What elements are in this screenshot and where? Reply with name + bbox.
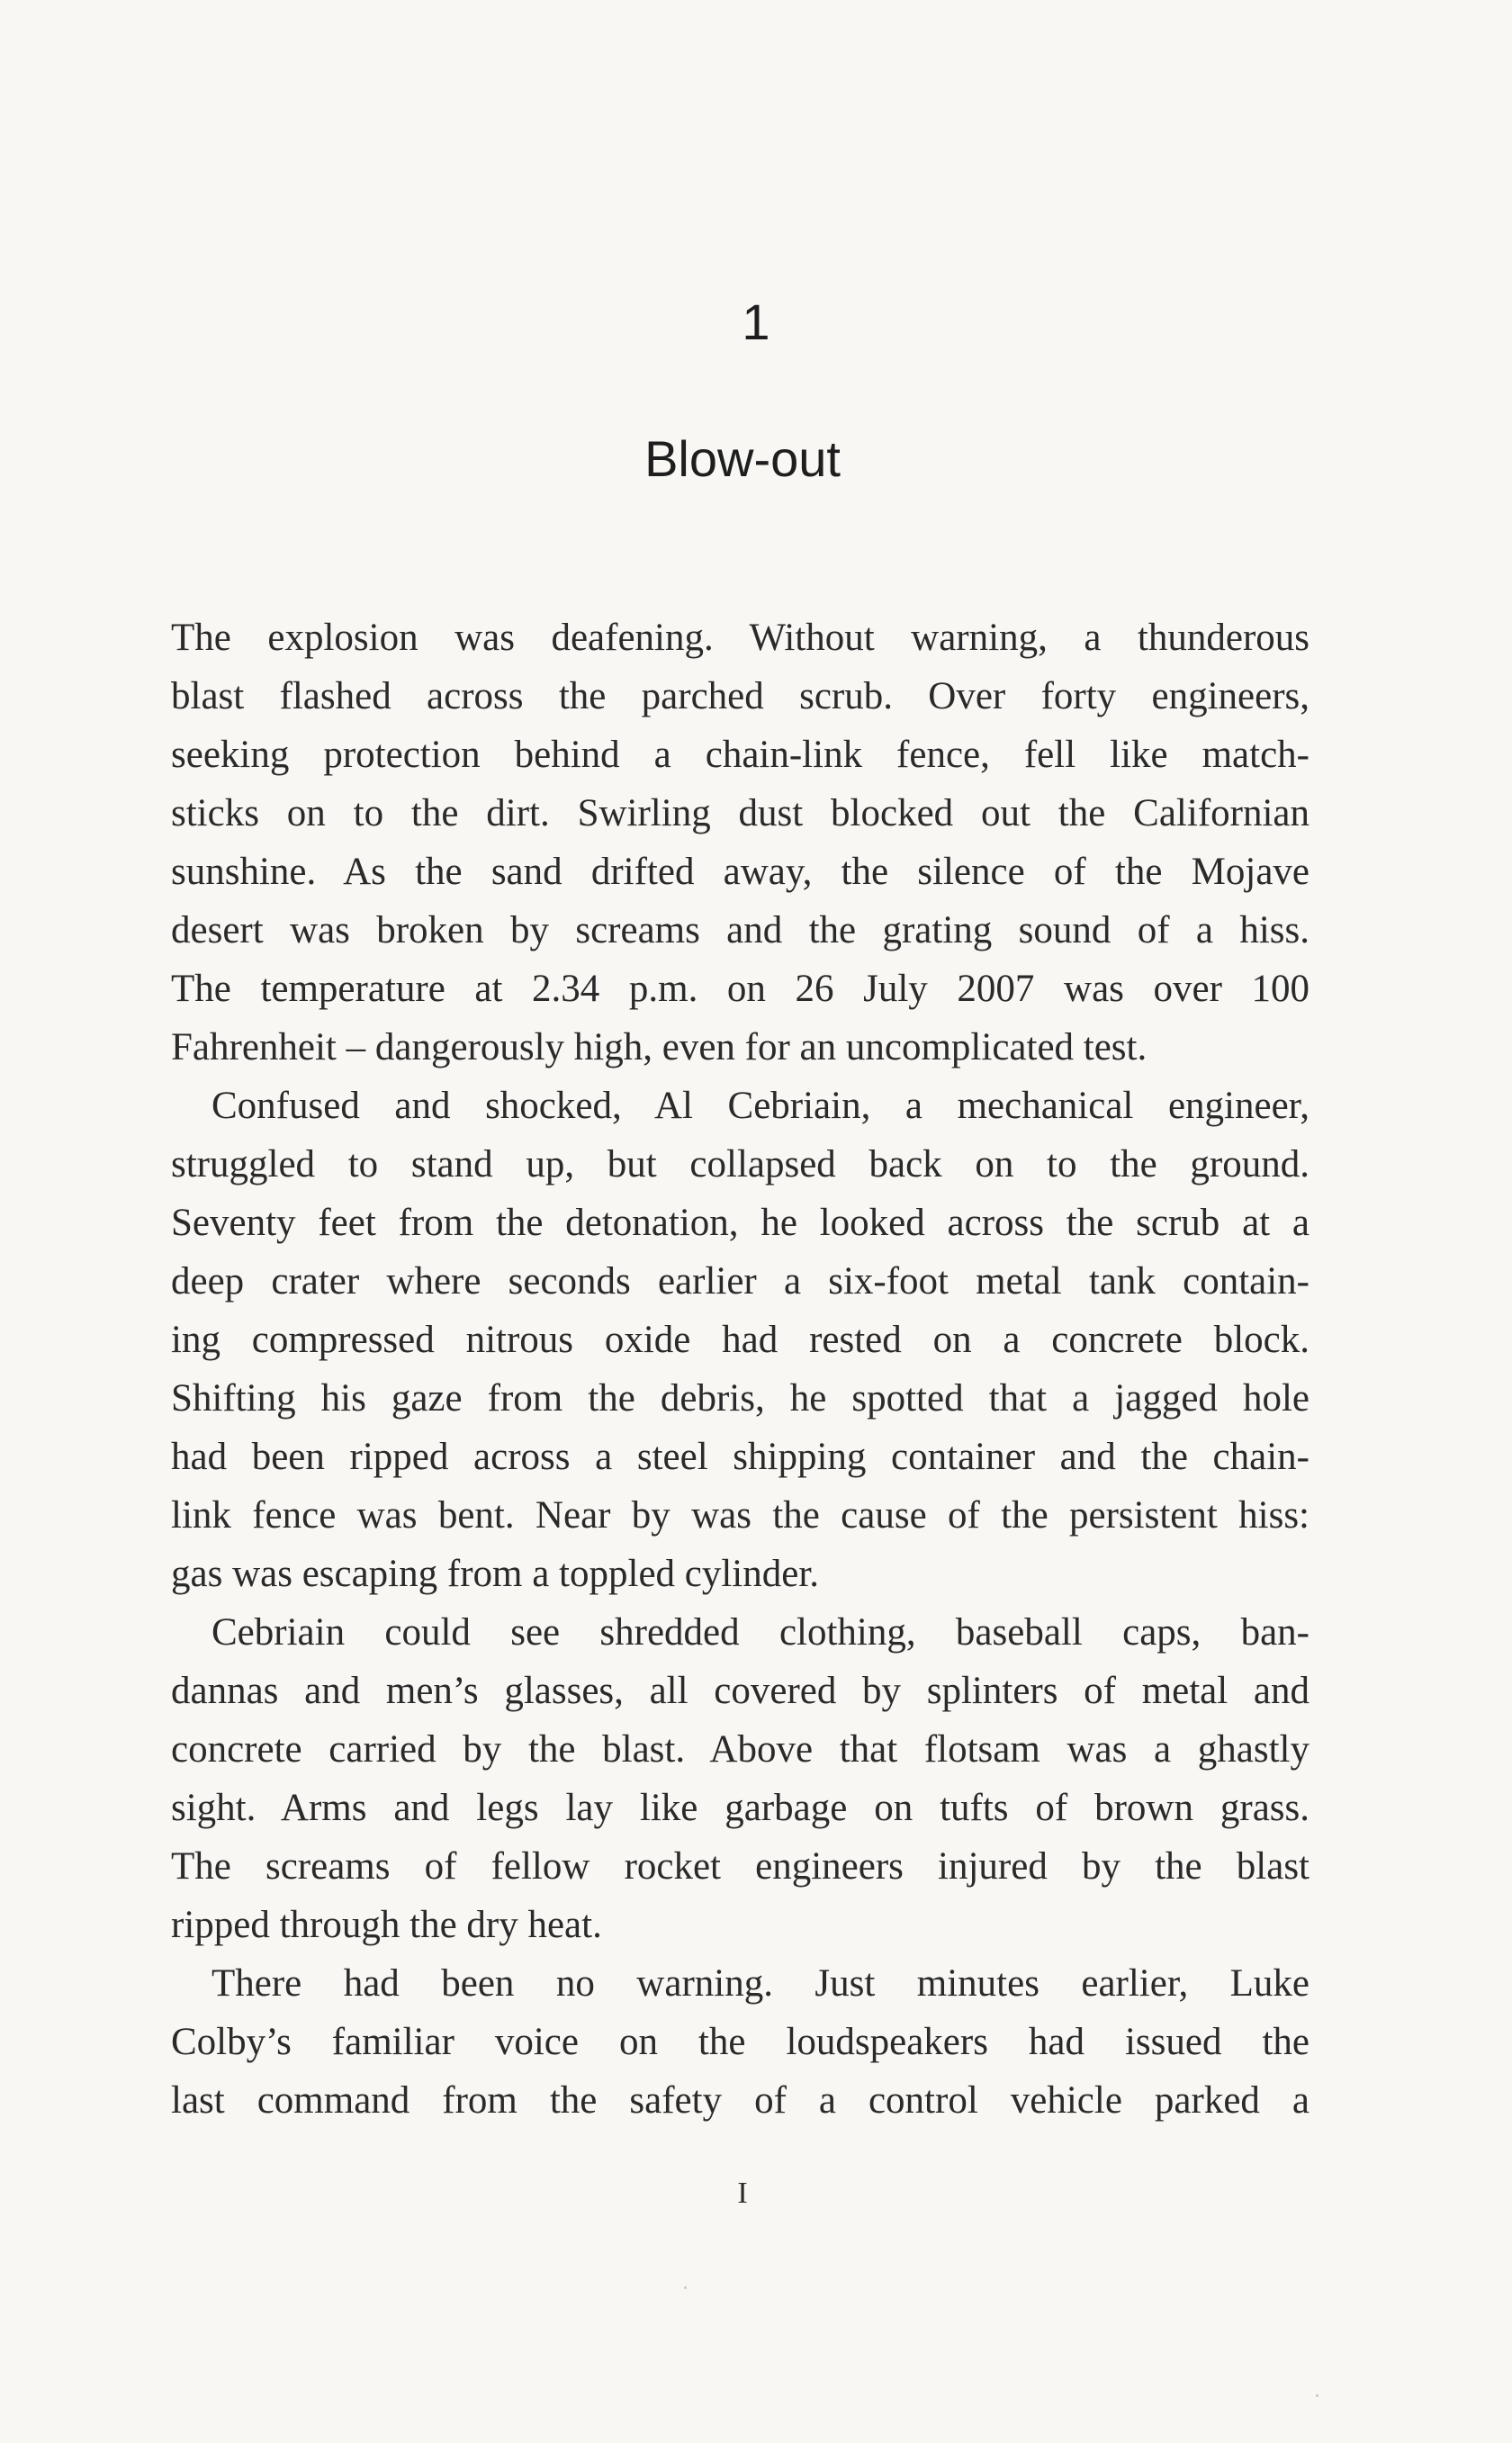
body-text xyxy=(171,608,1310,2130)
chapter-title: Blow-out xyxy=(644,430,841,487)
text-line: There had been no warning. Just minutes earlier, Luke xyxy=(212,1962,1310,2005)
text-line: concrete carried by the blast. Above that flotsam was a ghastly xyxy=(171,1728,1310,1771)
text-line: Cebriain could see shredded clothing, baseball caps, ban- xyxy=(212,1611,1310,1654)
text-line: desert was broken by screams and the grating sound of a hiss. xyxy=(171,909,1310,951)
text-line: last command from the safety of a control vehicle parked a xyxy=(171,2079,1310,2122)
text-line: gas was escaping from a toppled cylinder. xyxy=(171,1553,820,1595)
text-line: had been ripped across a steel shipping container and the chain- xyxy=(171,1436,1310,1478)
text-line: The screams of fellow rocket engineers injured by the blast xyxy=(171,1845,1310,1888)
text-line: ripped through the dry heat. xyxy=(171,1904,602,1946)
text-line: blast flashed across the parched scrub. Over forty engineers, xyxy=(171,675,1310,717)
text-line: deep crater where seconds earlier a six-foot metal tank contain- xyxy=(171,1260,1310,1303)
text-line: sunshine. As the sand drifted away, the silence of the Mojave xyxy=(171,851,1310,893)
paragraph xyxy=(171,1954,1310,2130)
chapter-number: 1 xyxy=(742,293,770,350)
text-line: Confused and shocked, Al Cebriain, a mechanical engineer, xyxy=(212,1085,1310,1127)
paragraph xyxy=(171,1077,1310,1603)
page-number: I xyxy=(737,2177,748,2210)
text-line: Colby’s familiar voice on the loudspeakers had issued the xyxy=(171,2021,1310,2063)
paper-speck xyxy=(684,2286,687,2289)
text-line: The temperature at 2.34 p.m. on 26 July 2007 was over 100 xyxy=(171,968,1310,1010)
text-line: dannas and men’s glasses, all covered by splinters of metal and xyxy=(171,1670,1310,1712)
text-line: struggled to stand up, but collapsed back on to the ground. xyxy=(171,1143,1310,1185)
text-line: link fence was bent. Near by was the cause of the persistent hiss: xyxy=(171,1494,1310,1537)
text-line: Seventy feet from the detonation, he looked across the scrub at a xyxy=(171,1202,1310,1244)
text-line: sticks on to the dirt. Swirling dust blocked out the Californian xyxy=(171,792,1310,834)
paragraph xyxy=(171,608,1310,1077)
paragraph xyxy=(171,1603,1310,1954)
text-line: sight. Arms and legs lay like garbage on tufts of brown grass. xyxy=(171,1787,1310,1829)
text-line: The explosion was deafening. Without warning, a thunderous xyxy=(171,617,1310,659)
text-line: ing compressed nitrous oxide had rested on a concrete block. xyxy=(171,1319,1310,1361)
text-line: Fahrenheit – dangerously high, even for an uncomplicated test. xyxy=(171,1026,1148,1068)
text-line: Shifting his gaze from the debris, he spotted that a jagged hole xyxy=(171,1377,1310,1420)
text-line: seeking protection behind a chain-link fence, fell like match- xyxy=(171,734,1310,776)
paper-speck xyxy=(1316,2394,1318,2397)
